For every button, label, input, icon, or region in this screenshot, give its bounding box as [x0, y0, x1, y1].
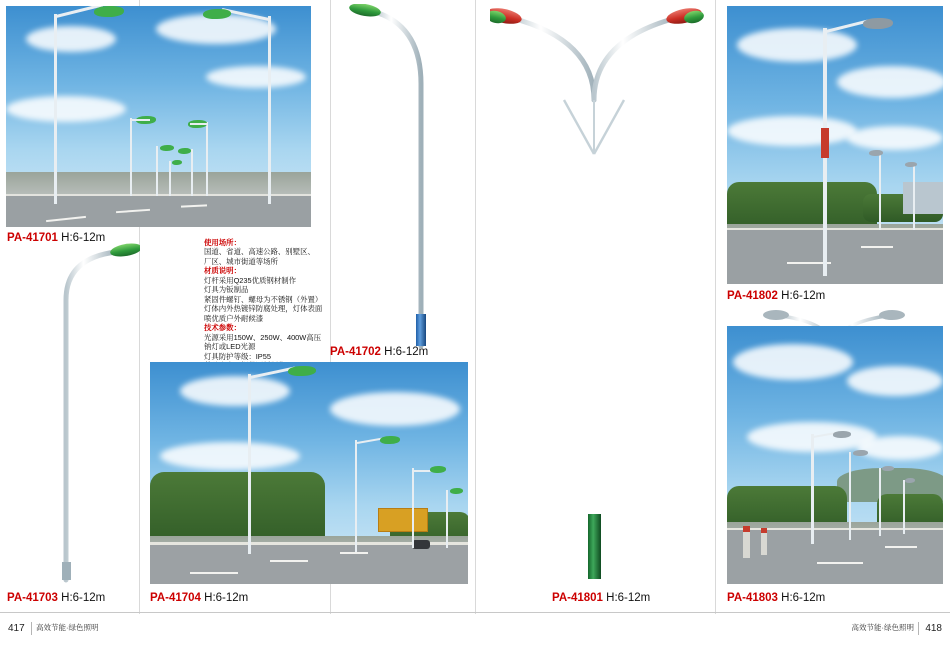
lane-marking: [817, 562, 863, 564]
product-photo-pa-41704: [150, 362, 468, 584]
product-height: H:6-12m: [606, 592, 651, 604]
lamp-head: [905, 478, 915, 483]
footer-rule: [918, 622, 919, 635]
lamp-head: [450, 488, 463, 494]
caption-pa-41703: [7, 592, 105, 604]
spec-tech-line: 灯具防护等级：IP55: [204, 351, 271, 361]
lamp-pole: [849, 452, 851, 540]
road: [6, 196, 311, 227]
product-photo-pa-41803: [727, 326, 943, 584]
caption-pa-41803: [727, 592, 825, 604]
lamp-pole: [156, 146, 158, 196]
lamp-pole: [879, 152, 881, 230]
footer-rule: [31, 622, 32, 635]
lamp-pole: [206, 122, 208, 196]
cloud: [180, 376, 290, 406]
column-divider: [715, 0, 716, 614]
caption-pa-41801: [552, 592, 650, 604]
product-code: PA-41803: [727, 592, 778, 604]
lane-marking: [861, 246, 893, 248]
cloud: [727, 116, 857, 146]
lamp-pole: [903, 480, 905, 534]
caption-pa-41704: [150, 592, 248, 604]
cloud: [206, 66, 306, 88]
cloud: [847, 126, 943, 150]
footer-text-right: 高效节能·绿色照明: [851, 623, 914, 632]
lamp-head: [833, 431, 851, 438]
cloud: [330, 392, 460, 426]
road: [727, 230, 943, 284]
lamp-head: [288, 366, 316, 376]
page-number-right: 418: [925, 623, 942, 634]
lamp-pole: [355, 440, 357, 552]
cloud: [847, 366, 943, 396]
product-code: PA-41703: [7, 592, 58, 604]
lamp-pole: [268, 16, 271, 204]
lamp-arm: [132, 119, 150, 121]
cloud: [160, 442, 300, 470]
road: [150, 544, 468, 584]
lane-marking: [270, 560, 308, 562]
spec-material-line: 喷优质户外耐候漆: [204, 313, 264, 323]
product-height: H:6-12m: [61, 592, 106, 604]
lamp-head: [160, 145, 174, 151]
lamp-head: [172, 160, 182, 165]
lamp-pole: [191, 149, 193, 196]
lane-marking: [340, 552, 368, 554]
lamp-pole: [913, 164, 915, 230]
spec-usage-line: 厂区、城市街道等场所: [204, 256, 278, 266]
lane-marking: [885, 546, 917, 548]
product-height: H:6-12m: [204, 592, 249, 604]
spec-material-line: 灯杆采用Q235优质钢材制作: [204, 275, 296, 285]
lamp-head: [882, 466, 894, 471]
product-height: H:6-12m: [384, 346, 429, 358]
lamp-head: [863, 18, 893, 29]
cloud: [26, 26, 116, 52]
road: [727, 530, 943, 584]
billboard: [378, 508, 428, 532]
lamp-head: [178, 148, 191, 154]
lamp-pole: [446, 490, 448, 548]
spec-usage-line: 国道、省道、高速公路、别墅区、: [204, 247, 315, 257]
lamp-pole: [169, 161, 171, 196]
spec-material-line: 灯具为钣制品: [204, 285, 249, 295]
spec-material-line: 灯体内外热镀锌防腐处理，灯体表面: [204, 304, 323, 314]
lamp-head: [380, 436, 400, 444]
lamp-head: [203, 9, 231, 19]
caption-pa-41802: [727, 290, 825, 302]
lane-marking: [190, 572, 238, 574]
lamp-head: [853, 450, 868, 456]
lamp-pole: [412, 468, 414, 548]
lamp-pole: [248, 374, 251, 554]
product-height: H:6-12m: [781, 592, 826, 604]
spec-tech-line: 钠灯或LED光源: [204, 342, 256, 352]
spec-material-title: 材质说明：: [204, 266, 241, 276]
product-drawing-pa-41703: [20, 240, 140, 585]
lamp-arm: [190, 123, 207, 125]
cloud: [733, 344, 853, 380]
spec-tech-title: 技术参数：: [204, 323, 241, 333]
kerb-post: [743, 526, 750, 558]
lamp-head: [869, 150, 883, 156]
spec-material-line: 紧固件螺钉、螺母为不锈钢（外置）: [204, 294, 323, 304]
product-drawing-pa-41702: [345, 4, 465, 349]
product-code: PA-41701: [7, 232, 58, 244]
page-number-left: 417: [8, 623, 25, 634]
cloud: [837, 66, 943, 98]
lamp-pole: [879, 468, 881, 536]
product-drawing-pa-41801: [490, 4, 705, 584]
footer-text-left: 高效节能·绿色照明: [36, 623, 99, 632]
lamp-head: [905, 162, 917, 167]
product-code: PA-41704: [150, 592, 201, 604]
road-edge-line: [727, 228, 943, 230]
product-code: PA-41702: [330, 346, 381, 358]
spec-text-block: [204, 238, 332, 371]
spec-tech-line: 光源采用150W、250W、400W高压: [204, 332, 322, 342]
lamp-pole: [54, 14, 57, 204]
lamp-head: [94, 6, 124, 17]
product-code: PA-41801: [552, 592, 603, 604]
product-photo-pa-41701: [6, 6, 311, 227]
car: [412, 540, 430, 549]
lamp-pole: [811, 434, 814, 544]
caption-pa-41702: [330, 346, 428, 358]
footer-divider: [0, 612, 950, 613]
pole-banner: [821, 128, 829, 158]
building: [903, 182, 943, 214]
road-edge-line: [727, 528, 943, 530]
page-gutter-divider: [475, 0, 476, 614]
product-height: H:6-12m: [781, 290, 826, 302]
product-photo-pa-41802: [727, 6, 943, 284]
lamp-head: [430, 466, 446, 473]
cloud: [737, 28, 857, 62]
lamp-pole: [130, 118, 132, 196]
spec-usage-title: 使用场所：: [204, 238, 241, 247]
road-edge-line: [6, 194, 311, 196]
cloud: [6, 96, 126, 122]
kerb-post: [761, 528, 767, 555]
product-code: PA-41802: [727, 290, 778, 302]
product-height: H:6-12m: [61, 232, 106, 244]
cloud: [857, 436, 943, 460]
